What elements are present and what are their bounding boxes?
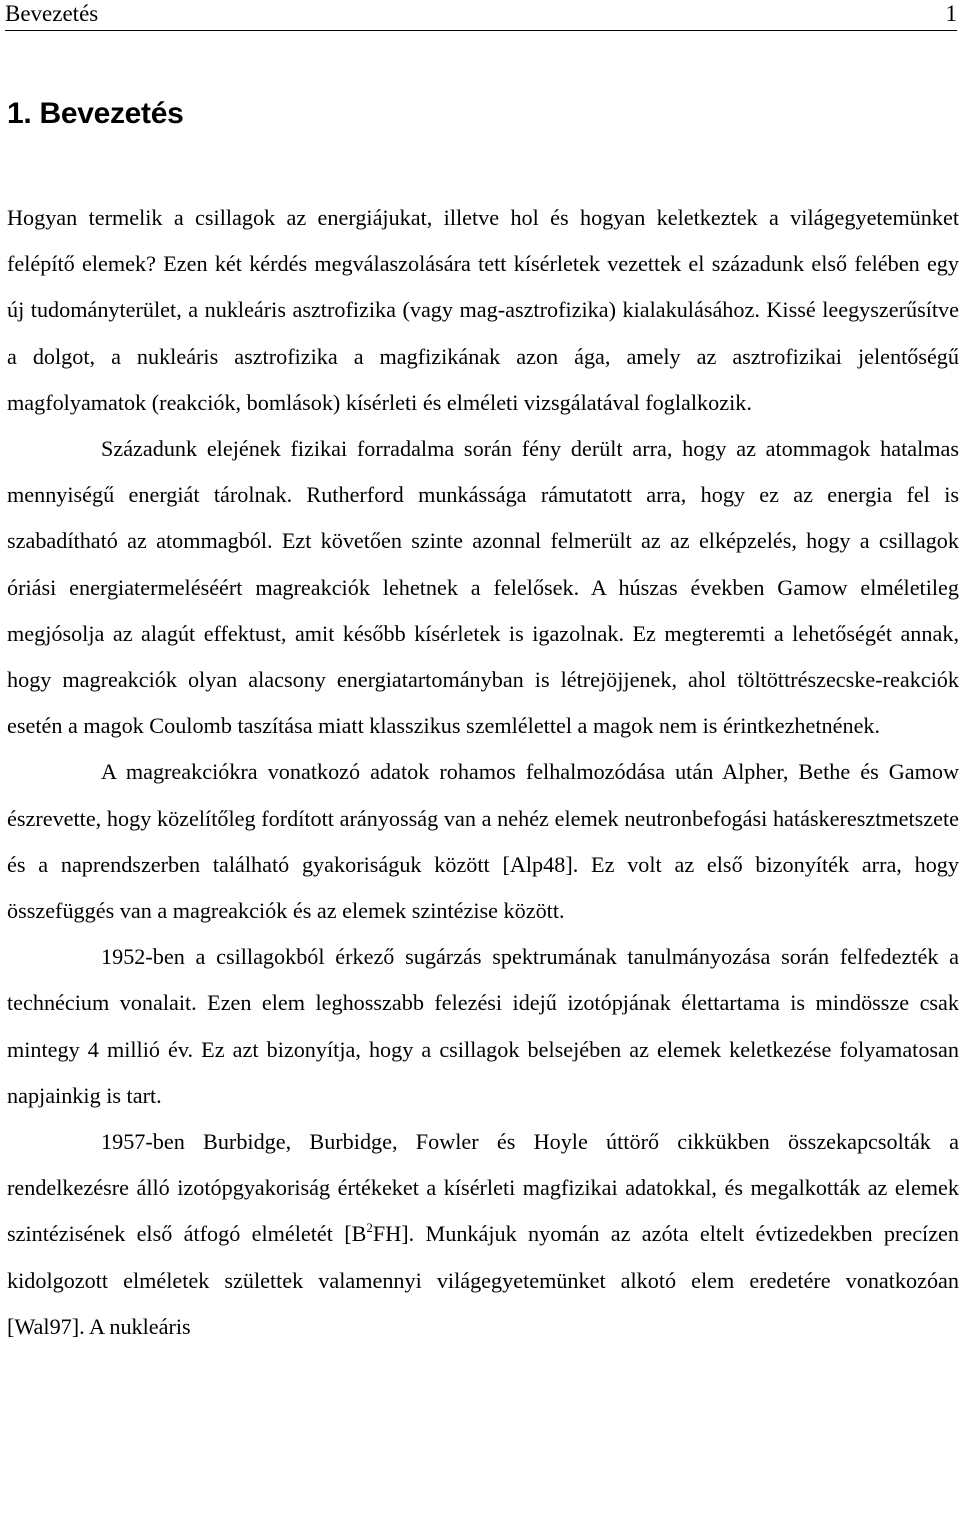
header-page-number: 1 — [945, 1, 957, 26]
chapter-title: 1. Bevezetés — [7, 97, 184, 130]
running-header — [5, 0, 957, 31]
paragraph-5 — [7, 1119, 959, 1350]
paragraph-4: 1952-ben a csillagokból érkező sugárzás spektrumának tanulmányozása során felfedezték a technécium vonalait. Ezen elem leghosszabb felezési idejű izotópjának élettartama is mindössze csak mintegy 4 millió év. Ez azt bizonyítja, hogy a csillagok belsejében az elemek keletkezése folyamatosan napjainkig is tart. — [7, 944, 959, 1108]
paragraph-3: A magreakciókra vonatkozó adatok rohamos felhalmozódása után Alpher, Bethe és Gamow észrevette, hogy közelítőleg fordított arányosság van a nehéz elemek neutronbefogási hatáskeresztmetszete és a naprendszerben található gyakoriságuk között [Alp48]. Ez volt az első bizonyíték arra, hogy összefüggés van a magreakciók és az elemek szintézise között. — [7, 759, 959, 924]
paragraph-5-text-start: 1957-ben Burbidge, Burbidge, Fowler és Hoyle úttörő cikkükben összekapcsolták a rendelkezésre álló izotópgyakoriság értékeket a kísérleti magfizikai adatokkal, és megalkották az elemek szintézisének első átfogó elméletét [B — [7, 1129, 959, 1247]
paragraph-1: Hogyan termelik a csillagok az energiájukat, illetve hol és hogyan keletkeztek a világegyetemünket felépítő elemek? Ezen két kérdés megválaszolására tett kísérletek vezettek el századunk első felében egy új tudományterület, a nukleáris asztrofizika (vagy mag-asztrofizika) kialakulásához. Kissé leegyszerűsítve a dolgot, a nukleáris asztrofizika a magfizikának azon ága, amely az asztrofizikai jelentőségű magfolyamatok (reakciók, bomlások) kísérleti és elméleti vizsgálatával foglalkozik. — [7, 205, 959, 415]
paragraph-2: Századunk elejének fizikai forradalma során fény derült arra, hogy az atommagok hatalmas mennyiségű energiát tárolnak. Rutherford munkássága rámutatott arra, hogy ez az energia fel is szabadítható az atommagból. Ezt követően szinte azonnal felmerült az az elképzelés, hogy a csillagok óriási energiatermeléséért magreakciók lehetnek a felelősek. A húszas években Gamow elméletileg megjósolja az alagút effektust, amit később kísérletek is igazolnak. Ez megteremti a lehetőségét annak, hogy magreakciók olyan alacsony energiatartományban is létrejöjjenek, ahol töltöttrészecske-reakciók esetén a magok Coulomb taszítása miatt klasszikus szemlélettel a magok nem is érintkezhetnének. — [7, 436, 959, 739]
citation-superscript: 2 — [366, 1220, 373, 1236]
body-text — [7, 195, 959, 1350]
header-section-title: Bevezetés — [5, 1, 99, 26]
paragraph-5-text-end: FH]. Munkájuk nyomán az azóta eltelt évtizedekben precízen kidolgozott elméletek születtek valamennyi világegyetemünket alkotó elem eredetére vonatkozóan [Wal97]. A nukleáris — [7, 1221, 960, 1339]
